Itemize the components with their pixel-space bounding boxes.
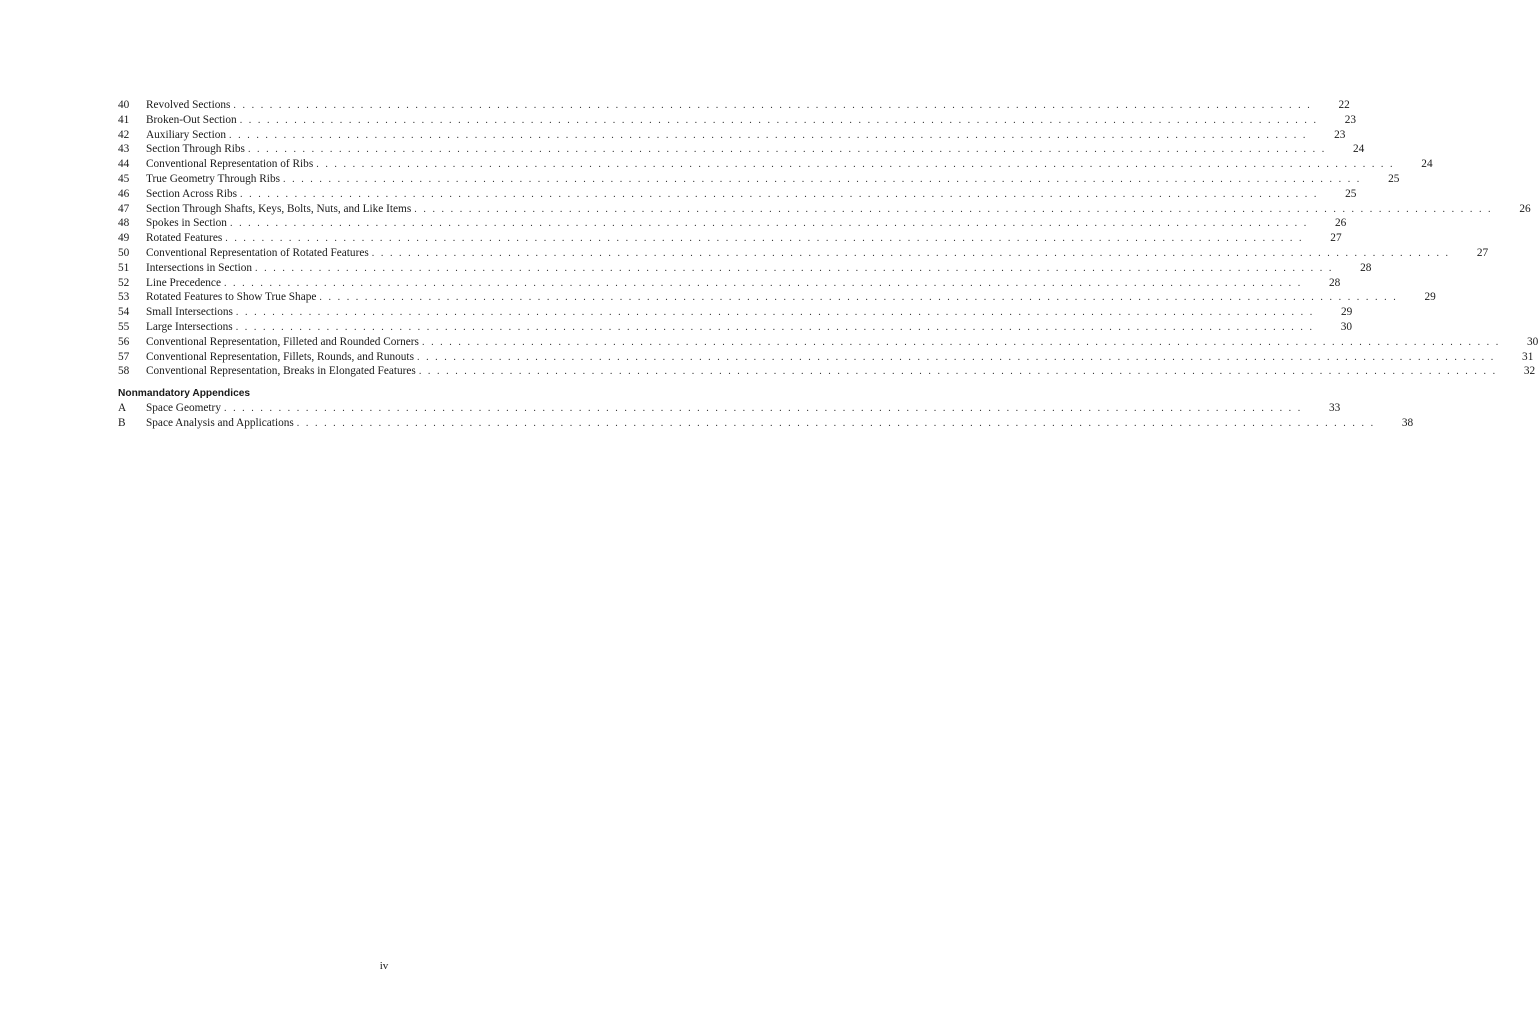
entry-title: Intersections in Section bbox=[146, 261, 253, 274]
page-ref: 29 bbox=[1340, 306, 1353, 319]
dot-leader bbox=[255, 262, 1333, 277]
dot-leader bbox=[233, 99, 1311, 114]
entry-title: Space Geometry bbox=[146, 402, 221, 415]
figure-number: 43 bbox=[118, 143, 130, 156]
entry-title: Conventional Representation, Breaks in Elongated Features bbox=[146, 365, 416, 378]
toc-entry bbox=[118, 350, 1534, 365]
figure-number: 42 bbox=[118, 128, 130, 141]
page-ref: 22 bbox=[1338, 99, 1350, 111]
entry-title: Section Across Ribs bbox=[146, 187, 238, 200]
page-ref: 27 bbox=[1476, 246, 1489, 259]
toc-entry bbox=[118, 231, 1342, 246]
entry-title: Section Through Ribs bbox=[146, 143, 245, 156]
page-ref: 30 bbox=[1527, 335, 1538, 348]
entry-title: Rotated Features to Show True Shape bbox=[146, 291, 317, 304]
entry-title: Spokes in Section bbox=[146, 217, 227, 230]
dot-leader bbox=[316, 158, 1394, 173]
dot-leader bbox=[297, 417, 1375, 432]
figure-number: 44 bbox=[118, 158, 130, 171]
page-number: iv bbox=[379, 960, 389, 972]
figure-number: 58 bbox=[118, 365, 130, 378]
figure-number: 48 bbox=[118, 217, 130, 230]
entry-title: Small Intersections bbox=[146, 306, 233, 319]
page-ref: 30 bbox=[1340, 320, 1353, 333]
page-ref: 26 bbox=[1519, 202, 1531, 215]
appendices-heading: Nonmandatory Appendices bbox=[118, 388, 251, 400]
toc-entry bbox=[118, 98, 1350, 113]
figure-number: 47 bbox=[118, 202, 130, 215]
toc-entry bbox=[118, 401, 1341, 416]
page-ref: 26 bbox=[1335, 217, 1347, 230]
figure-number: 40 bbox=[118, 99, 130, 111]
figure-number: 45 bbox=[118, 172, 130, 185]
dot-leader bbox=[236, 321, 1314, 336]
entry-title: Revolved Sections bbox=[146, 99, 231, 111]
entry-title: Rotated Features bbox=[146, 232, 223, 245]
page-ref: 25 bbox=[1345, 187, 1357, 200]
toc-entry bbox=[118, 128, 1346, 143]
dot-leader bbox=[372, 247, 1450, 262]
page-ref: 24 bbox=[1421, 158, 1433, 171]
page-ref: 29 bbox=[1424, 291, 1436, 304]
entry-title: Section Through Shafts, Keys, Bolts, Nuts, and Like Items bbox=[146, 202, 412, 215]
dot-leader bbox=[414, 203, 1492, 218]
toc-entry bbox=[118, 290, 1436, 305]
figure-number: 55 bbox=[118, 320, 130, 333]
page-ref: 23 bbox=[1344, 113, 1357, 126]
toc-entry bbox=[118, 320, 1353, 335]
dot-leader bbox=[230, 217, 1308, 232]
dot-leader bbox=[229, 129, 1307, 144]
entry-title: Line Precedence bbox=[146, 276, 221, 289]
page-ref: 31 bbox=[1522, 350, 1534, 363]
appendix-letter: A bbox=[118, 402, 127, 415]
page-ref: 32 bbox=[1523, 365, 1536, 378]
toc-entry bbox=[118, 261, 1372, 276]
figure-number: 41 bbox=[118, 113, 130, 126]
dot-leader bbox=[224, 402, 1302, 417]
table-of-contents bbox=[118, 98, 1538, 431]
toc-entry bbox=[118, 187, 1357, 202]
toc-entry bbox=[118, 416, 1414, 431]
figure-number: 51 bbox=[118, 261, 130, 274]
page-ref: 38 bbox=[1401, 416, 1414, 429]
entry-title: Broken-Out Section bbox=[146, 113, 237, 126]
toc-entry bbox=[118, 276, 1341, 291]
dot-leader bbox=[417, 351, 1495, 366]
page-ref: 28 bbox=[1360, 261, 1372, 274]
figure-number: 49 bbox=[118, 232, 130, 245]
page-ref: 25 bbox=[1388, 172, 1400, 185]
toc-entry bbox=[118, 172, 1400, 187]
entry-title: Conventional Representation of Ribs bbox=[146, 158, 314, 171]
dot-leader bbox=[225, 232, 1303, 247]
appendix-list bbox=[118, 401, 1414, 431]
toc-entry bbox=[118, 142, 1365, 157]
entry-title: Auxiliary Section bbox=[146, 128, 227, 141]
dot-leader bbox=[283, 173, 1361, 188]
entry-title: True Geometry Through Ribs bbox=[146, 172, 280, 185]
page-ref: 27 bbox=[1330, 232, 1342, 245]
figure-number: 53 bbox=[118, 291, 130, 304]
toc-entry bbox=[118, 113, 1357, 128]
dot-leader bbox=[248, 143, 1326, 158]
dot-leader bbox=[422, 336, 1500, 351]
entry-title: Space Analysis and Applications bbox=[146, 416, 294, 429]
dot-leader bbox=[240, 188, 1318, 203]
entry-title: Conventional Representation, Filleted and Rounded Corners bbox=[146, 335, 419, 348]
dot-leader bbox=[319, 291, 1397, 306]
appendix-letter: B bbox=[118, 416, 126, 429]
dot-leader bbox=[224, 277, 1302, 292]
page-ref: 24 bbox=[1353, 143, 1365, 156]
toc-entry bbox=[118, 157, 1433, 172]
dot-leader bbox=[236, 306, 1314, 321]
entry-title: Large Intersections bbox=[146, 320, 233, 333]
entry-title: Conventional Representation of Rotated Features bbox=[146, 246, 369, 259]
page-ref: 23 bbox=[1334, 128, 1346, 141]
page-ref: 28 bbox=[1329, 276, 1341, 289]
toc-entry bbox=[118, 364, 1536, 379]
figure-number: 50 bbox=[118, 246, 130, 259]
dot-leader bbox=[419, 365, 1497, 380]
figure-list bbox=[118, 98, 1538, 379]
toc-entry bbox=[118, 335, 1538, 350]
figure-number: 54 bbox=[118, 306, 130, 319]
toc-entry bbox=[118, 216, 1347, 231]
figure-number: 52 bbox=[118, 276, 130, 289]
figure-number: 56 bbox=[118, 335, 130, 348]
entry-title: Conventional Representation, Fillets, Rounds, and Runouts bbox=[146, 350, 414, 363]
toc-entry bbox=[118, 202, 1531, 217]
figure-number: 46 bbox=[118, 187, 130, 200]
dot-leader bbox=[240, 114, 1318, 129]
figure-number: 57 bbox=[118, 350, 130, 363]
page-ref: 33 bbox=[1329, 402, 1341, 415]
toc-entry bbox=[118, 305, 1353, 320]
toc-entry bbox=[118, 246, 1489, 261]
